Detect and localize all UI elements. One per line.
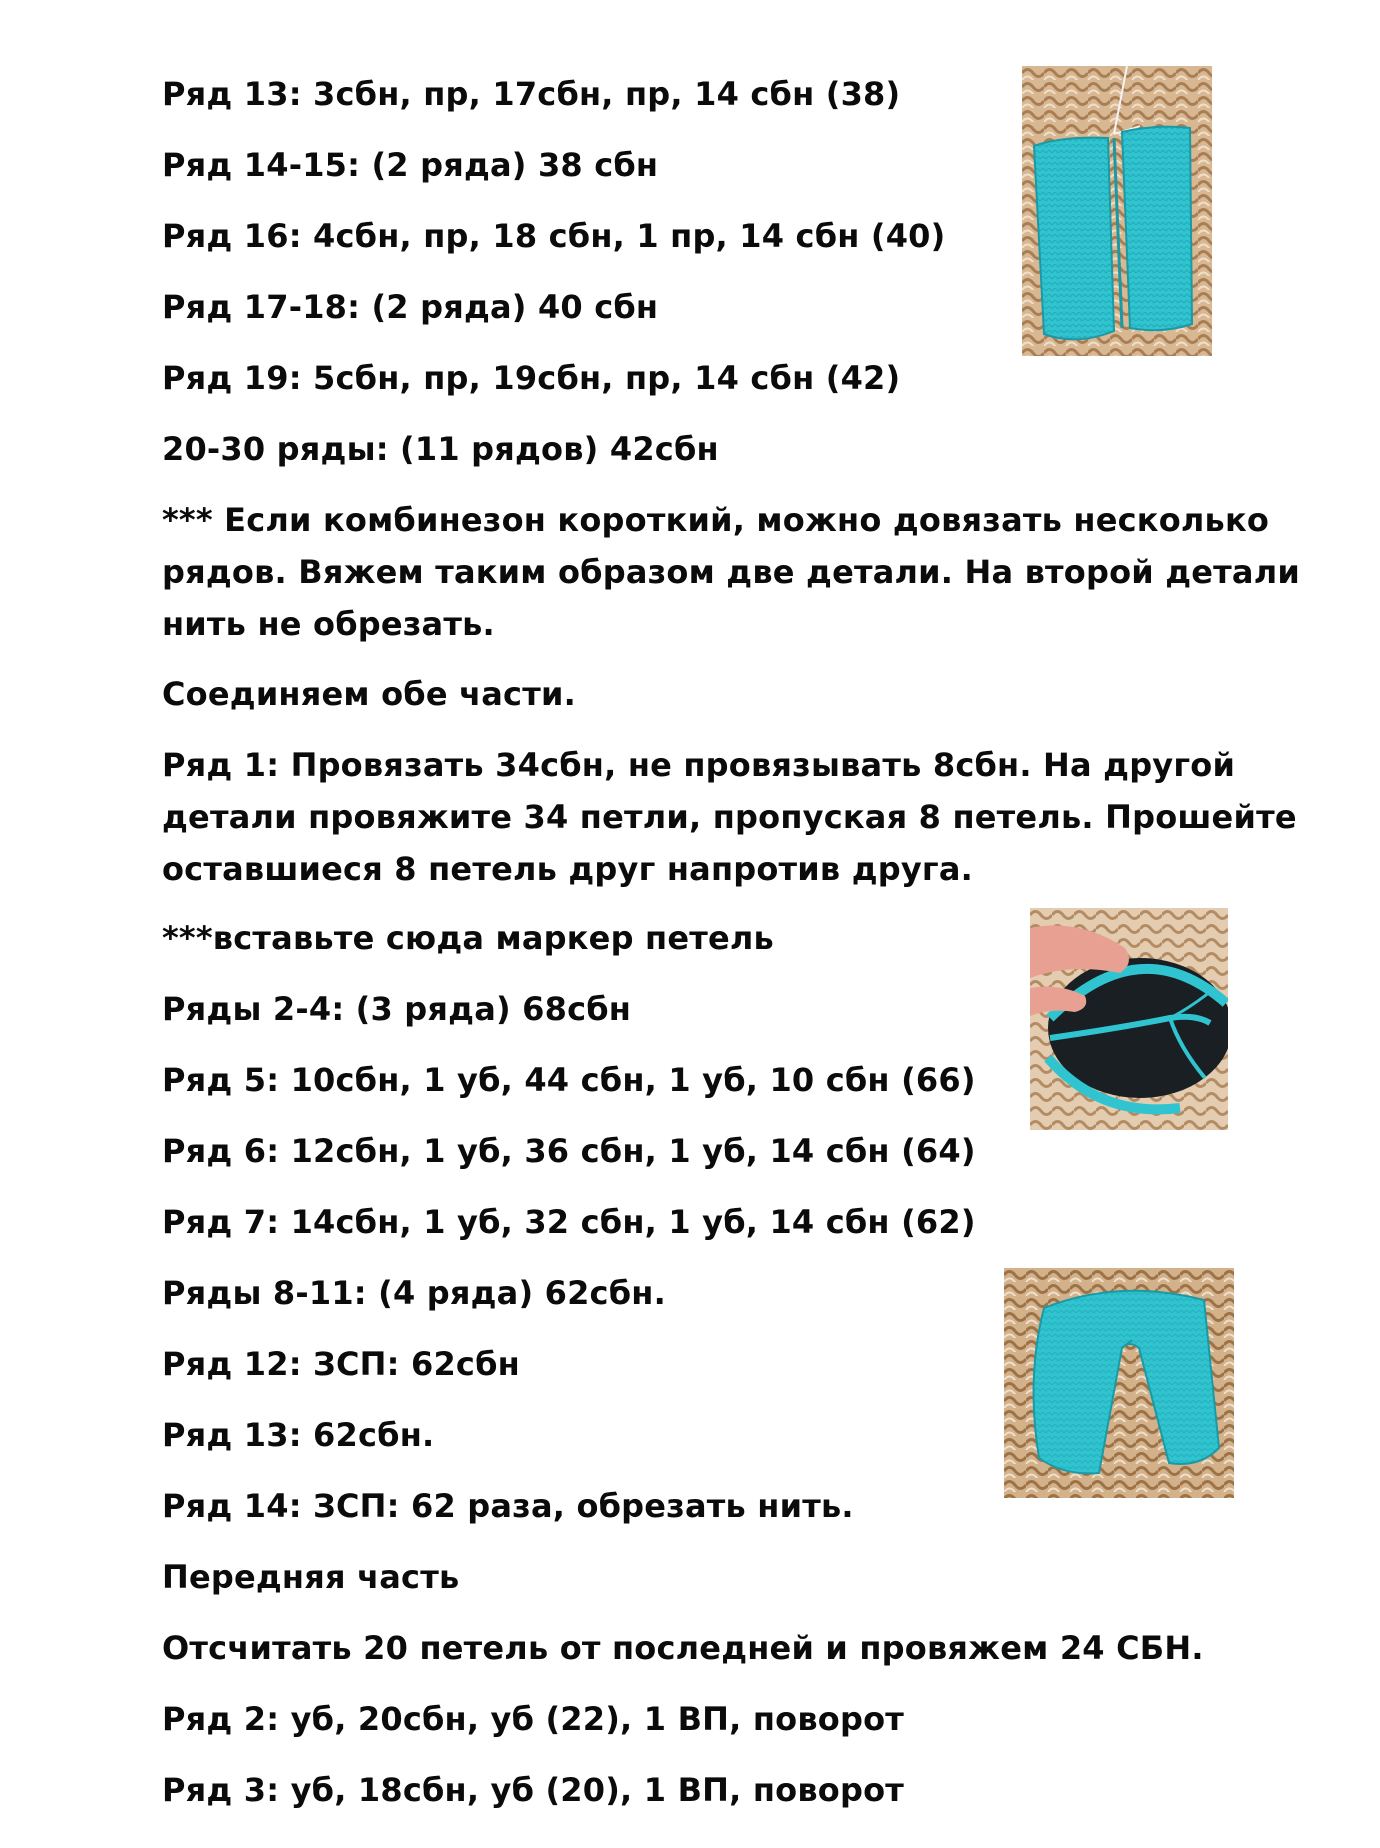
rows-8-11-text: Ряды 8-11: (4 ряда) 62сбн. bbox=[162, 1274, 666, 1312]
row-16-text: Ряд 16: 4сбн, пр, 18 сбн, 1 пр, 14 сбн (40) bbox=[162, 217, 946, 255]
rows-20-30-text: 20-30 ряды: (11 рядов) 42сбн bbox=[162, 430, 719, 468]
short-jumpsuit-note: *** Если комбинезон короткий, можно довязать несколько рядов. Вяжем таким образом две детали. На второй детали нить не обрезать. bbox=[162, 501, 1300, 643]
rows-2-4-text: Ряды 2-4: (3 ряда) 68сбн bbox=[162, 990, 632, 1028]
join-row-1-text: Ряд 1: Провязать 34сбн, не провязывать 8сбн. На другой детали провяжите 34 петли, пропуская 8 петель. Прошейте оставшиеся 8 петель друг напротив друга. bbox=[162, 746, 1297, 888]
joining-illustration bbox=[1030, 908, 1228, 1130]
row-14-15-text: Ряд 14-15: (2 ряда) 38 сбн bbox=[162, 146, 659, 184]
row-19-text: Ряд 19: 5сбн, пр, 19сбн, пр, 14 сбн (42) bbox=[162, 359, 901, 397]
row-14-text: Ряд 14: ЗСП: 62 раза, обрезать нить. bbox=[162, 1487, 854, 1525]
front-part-heading: Передняя часть bbox=[162, 1558, 460, 1596]
row-13b-text: Ряд 13: 62сбн. bbox=[162, 1416, 435, 1454]
row-5-text: Ряд 5: 10сбн, 1 уб, 44 сбн, 1 уб, 10 сбн (66) bbox=[162, 1061, 976, 1099]
join-heading: Соединяем обе части. bbox=[162, 675, 576, 713]
row-17-18-text: Ряд 17-18: (2 ряда) 40 сбн bbox=[162, 288, 659, 326]
marker-note: ***вставьте сюда маркер петель bbox=[162, 919, 774, 957]
row-6-text: Ряд 6: 12сбн, 1 уб, 36 сбн, 1 уб, 14 сбн (64) bbox=[162, 1132, 976, 1170]
row-12-text: Ряд 12: ЗСП: 62сбн bbox=[162, 1345, 520, 1383]
two-legs-illustration bbox=[1022, 66, 1212, 356]
photo-joining-parts bbox=[1030, 908, 1228, 1130]
row-13-text: Ряд 13: 3сбн, пр, 17сбн, пр, 14 сбн (38) bbox=[162, 75, 901, 113]
shorts-illustration bbox=[1004, 1268, 1234, 1498]
front-row-3-text: Ряд 3: уб, 18сбн, уб (20), 1 ВП, поворот bbox=[162, 1771, 904, 1809]
front-start-text: Отсчитать 20 петель от последней и провяжем 24 СБН. bbox=[162, 1629, 1204, 1667]
photo-two-legs bbox=[1022, 66, 1212, 356]
front-row-2-text: Ряд 2: уб, 20сбн, уб (22), 1 ВП, поворот bbox=[162, 1700, 904, 1738]
photo-finished-shorts bbox=[1004, 1268, 1234, 1498]
row-7-text: Ряд 7: 14сбн, 1 уб, 32 сбн, 1 уб, 14 сбн (62) bbox=[162, 1203, 976, 1241]
